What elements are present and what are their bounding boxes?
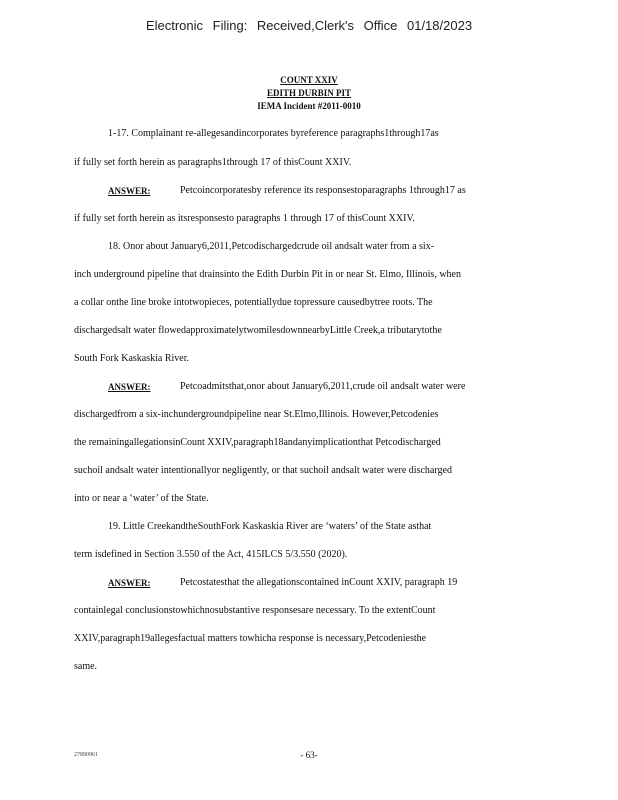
document-id: 27890961 [74, 752, 98, 758]
body-line: if fully set forth herein as paragraphs1through 17 of thisCount XXIV. [74, 157, 352, 168]
answer-label: ANSWER: [108, 186, 151, 196]
count-title: COUNT XXIV [280, 75, 338, 85]
body-line: Petcoadmitsthat,onor about January6,2011,crude oil andsalt water were [180, 381, 466, 392]
body-line: containlegal conclusionstowhichnosubstantive responsesare necessary. To the extentCount [74, 605, 436, 616]
answer-label: ANSWER: [108, 578, 151, 588]
body-line: XXIV,paragraph19allegesfactual matters towhicha response is necessary,Petcodeniesthe [74, 633, 427, 644]
body-line: Petcostatesthat the allegationscontained inCount XXIV, paragraph 19 [180, 577, 458, 588]
body-line: suchoil andsalt water intentionallyor negligently, or that suchoil andsalt water were discharged [74, 465, 452, 476]
body-line: same. [74, 661, 98, 672]
body-line: if fully set forth herein as itsresponsesto paragraphs 1 through 17 of thisCount XXIV. [74, 213, 415, 224]
answer-label: ANSWER: [108, 382, 151, 392]
body-line: 19. Little CreekandtheSouthFork Kaskaskia River are ‘waters’ of the State asthat [108, 521, 432, 532]
body-line: dischargedfrom a six-inchundergroundpipeline near St.Elmo,Illinois. However,Petcodenies [74, 409, 439, 420]
body-line: 18. Onor about January6,2011,Petcodischargedcrude oil andsalt water from a six- [108, 241, 435, 252]
body-line: Petcoincorporatesby reference its responsestoparagraphs 1through17 as [180, 185, 466, 196]
incident-number: IEMA Incident #2011-0010 [257, 101, 361, 111]
body-line: into or near a ‘water’ of the State. [74, 493, 209, 504]
pit-subtitle: EDITH DURBIN PIT [266, 88, 351, 98]
body-line: the remainingallegationsinCount XXIV,paragraph18andanyimplicationthat Petcodischarged [74, 437, 441, 448]
filing-header: Electronic Filing: Received,Clerk's Office 01/18/2023 [145, 18, 473, 33]
body-line: 1-17. Complainant re-allegesandincorporates byreference paragraphs1through17as [108, 128, 439, 139]
body-line: South Fork Kaskaskia River. [74, 353, 189, 364]
page-number: - 63- [300, 750, 318, 760]
body-line: dischargedsalt water flowedapproximatelytwomilesdownnearbyLittle Creek,a tributarytothe [74, 325, 442, 336]
body-line: a collar onthe line broke intotwopieces, potentiallydue topressure causedbytree roots. The [74, 297, 433, 308]
body-line: inch underground pipeline that drainsinto the Edith Durbin Pit in or near St. Elmo, Illinois, when [74, 269, 461, 280]
body-line: term isdefined in Section 3.550 of the Act, 415ILCS 5/3.550 (2020). [74, 549, 348, 560]
